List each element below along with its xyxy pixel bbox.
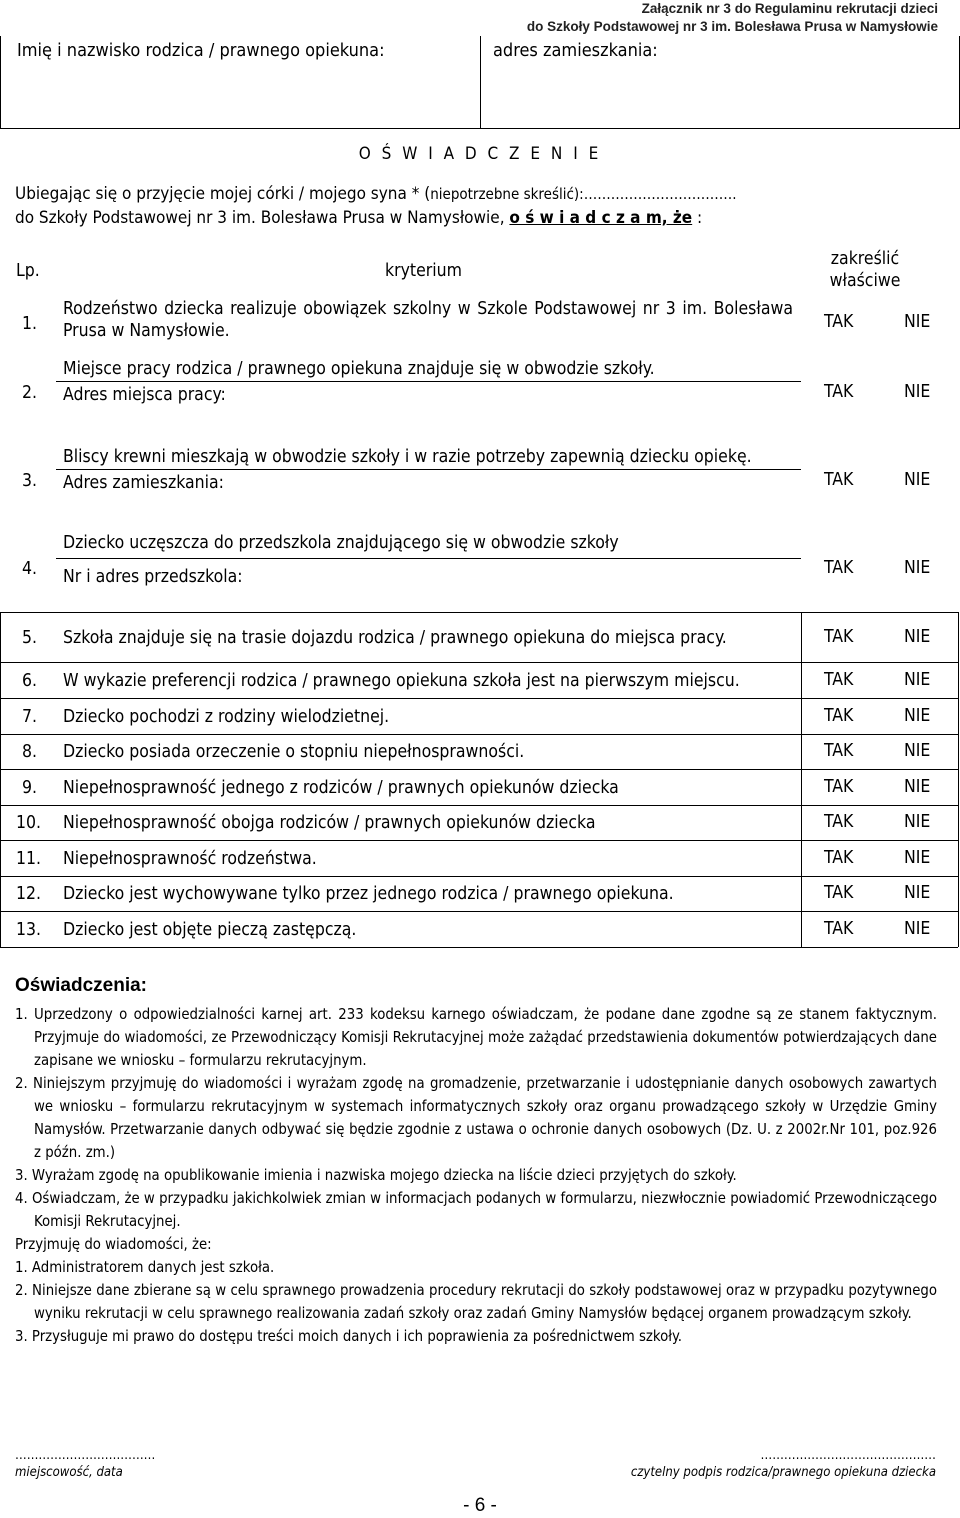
- no-option[interactable]: NIE: [904, 312, 931, 332]
- table-bottom-border: [0, 947, 958, 948]
- row-text: W wykazie preferencji rodzica / prawnego opiekuna szkoła jest na pierwszym miejscu.: [63, 671, 740, 691]
- yes-option[interactable]: TAK: [824, 382, 854, 402]
- acknowledgement-title: Przyjmuję do wiadomości, że:: [15, 1236, 212, 1253]
- row-number: 5.: [22, 628, 38, 648]
- yes-option[interactable]: TAK: [824, 777, 854, 797]
- row-text: Szkoła znajduje się na trasie dojazdu rodzica / prawnego opiekuna do miejsca pracy.: [63, 628, 727, 648]
- no-option[interactable]: NIE: [904, 883, 931, 903]
- row-divider: [0, 911, 958, 912]
- no-option[interactable]: NIE: [904, 812, 931, 832]
- yes-option[interactable]: TAK: [824, 848, 854, 868]
- yes-option[interactable]: TAK: [824, 919, 854, 939]
- row-divider: [0, 698, 958, 699]
- row-text: Dziecko jest objęte pieczą zastępczą.: [63, 920, 357, 940]
- yes-option[interactable]: TAK: [824, 812, 854, 832]
- row-number: 7.: [22, 707, 38, 727]
- yes-option[interactable]: TAK: [824, 312, 854, 332]
- row-text: Bliscy krewni mieszkają w obwodzie szkoły i w razie potrzeby zapewnią dziecku opiekę.: [63, 447, 752, 467]
- page-number: - 6 -: [463, 1495, 497, 1516]
- declaration-item: 1. Uprzedzony o odpowiedzialności karnej art. 233 kodeksu karnego oświadczam, że podane dane zgodne są ze stanem faktycznym. Przyjmuje do wiadomości, ze Przewodniczący Komisji Rekrutacyjnej może zażądać przedstawienia dokumentów potwierdzających dane zapisane we wniosku – formularzu rekrutacyjnym.: [15, 1006, 937, 1069]
- col-mark-line1: zakreślić: [830, 249, 900, 269]
- row-text: Dziecko pochodzi z rodziny wielodzietnej.: [63, 707, 390, 727]
- parent-name-label: Imię i nazwisko rodzica / prawnego opiekuna:: [17, 40, 385, 61]
- row-number: 12.: [16, 884, 42, 904]
- yes-option[interactable]: TAK: [824, 706, 854, 726]
- row-number: 6.: [22, 671, 38, 691]
- intro-text: Ubiegając się o przyjęcie mojej córki / mojego syna * (: [15, 184, 431, 204]
- col-mark-header: [800, 248, 930, 292]
- row-number: 2.: [22, 383, 38, 403]
- yes-option[interactable]: TAK: [824, 670, 854, 690]
- intro-school: do Szkoły Podstawowej nr 3 im. Bolesława Prusa w Namysłowie,: [15, 208, 510, 228]
- row-divider: [0, 876, 958, 877]
- table-right-border: [958, 612, 959, 947]
- col-mark-line2: właściwe: [829, 271, 901, 291]
- place-date-label: miejscowość, data: [15, 1465, 123, 1480]
- acknowledgement-item: 3. Przysługuje mi prawo do dostępu treści moich danych i ich poprawienia za pośrednictwem szkoły.: [15, 1328, 682, 1345]
- intro-dots: …………………………….: [583, 185, 737, 203]
- intro-note: niepotrzebne skreślić):: [430, 185, 584, 203]
- row-subfield-label: Adres miejsca pracy:: [63, 385, 226, 405]
- row-divider: [0, 805, 958, 806]
- row-number: 3.: [22, 471, 38, 491]
- row-divider: [56, 381, 801, 382]
- col-lp-header: Lp.: [16, 261, 40, 281]
- no-option[interactable]: NIE: [904, 670, 931, 690]
- no-option[interactable]: NIE: [904, 919, 931, 939]
- no-option[interactable]: NIE: [904, 470, 931, 490]
- yes-option[interactable]: TAK: [824, 883, 854, 903]
- acknowledgement-item: 1. Administratorem danych jest szkoła.: [15, 1259, 275, 1276]
- no-option[interactable]: NIE: [904, 627, 931, 647]
- row-number: 10.: [16, 813, 42, 833]
- row-number: 9.: [22, 778, 38, 798]
- attachment-note: [527, 0, 938, 36]
- row-divider: [0, 769, 958, 770]
- signature-label: czytelny podpis rodzica/prawnego opiekuna dziecka: [630, 1465, 936, 1480]
- row-text: Dziecko posiada orzeczenie o stopniu niepełnosprawności.: [63, 742, 525, 762]
- declaration-item: 2. Niniejszym przyjmuję do wiadomości i wyrażam zgodę na gromadzenie, przetwarzanie i udostępnianie danych osobowych zawartych we wniosku – formularzu rekrutacyjnym w systemach informatycznych szkoły oraz organu prowadzącego szkoły w Urzędzie Gminy Namysłów. Przetwarzanie danych odbywać się będzie zgodnie z ustawa o ochronie danych osobowych (Dz. U. z 2002r.Nr 101, poz.926 z późn. zm.): [15, 1075, 937, 1161]
- row-divider: [0, 734, 958, 735]
- row-divider: [0, 840, 958, 841]
- row-number: 1.: [22, 314, 38, 334]
- statement-title: O Ś W I A D C Z E N I E: [358, 144, 602, 164]
- row-text: Rodzeństwo dziecka realizuje obowiązek szkolny w Szkole Podstawowej nr 3 im. Bolesława Prusa w Namysłowie.: [63, 299, 793, 341]
- no-option[interactable]: NIE: [904, 706, 931, 726]
- signature-field[interactable]: ………………………………………: [760, 1448, 936, 1463]
- row-number: 8.: [22, 742, 38, 762]
- row-text: Dziecko uczęszcza do przedszkola znajdującego się w obwodzie szkoły: [63, 533, 619, 553]
- no-option[interactable]: NIE: [904, 741, 931, 761]
- row-subfield-label: Nr i adres przedszkola:: [63, 567, 243, 587]
- yes-option[interactable]: TAK: [824, 470, 854, 490]
- place-date-field[interactable]: ………………………………: [15, 1448, 156, 1463]
- no-option[interactable]: NIE: [904, 382, 931, 402]
- row-number: 4.: [22, 559, 38, 579]
- row-divider: [0, 612, 958, 613]
- row-text: Miejsce pracy rodzica / prawnego opiekuna znajduje się w obwodzie szkoły.: [63, 359, 655, 379]
- yes-option[interactable]: TAK: [824, 558, 854, 578]
- row-divider: [0, 662, 958, 663]
- declaration-item: 4. Oświadczam, że w przypadku jakichkolwiek zmian w informacjach podanych w formularzu, niezwłocznie powiadomić Przewodniczącego Komisji Rekrutacyjnej.: [15, 1190, 937, 1230]
- declarations-title: Oświadczenia:: [15, 975, 147, 996]
- intro-declare: o ś w i a d c z a m, że: [509, 208, 693, 228]
- row-divider: [56, 558, 801, 559]
- no-option[interactable]: NIE: [904, 558, 931, 578]
- no-option[interactable]: NIE: [904, 777, 931, 797]
- row-divider: [56, 469, 801, 470]
- row-number: 13.: [16, 920, 42, 940]
- row-text: Niepełnosprawność obojga rodziców / prawnych opiekunów dziecka: [63, 813, 596, 833]
- col-criterion-header: kryterium: [385, 261, 462, 281]
- parent-address-label: adres zamieszkania:: [493, 40, 658, 61]
- row-subfield-label: Adres zamieszkania:: [63, 473, 224, 493]
- row-text: Dziecko jest wychowywane tylko przez jednego rodzica / prawnego opiekuna.: [63, 884, 674, 904]
- row-text: Niepełnosprawność jednego z rodziców / prawnych opiekunów dziecka: [63, 778, 619, 798]
- yes-option[interactable]: TAK: [824, 741, 854, 761]
- parent-box-divider: [480, 36, 481, 129]
- no-option[interactable]: NIE: [904, 848, 931, 868]
- declarations-body: [15, 1003, 937, 1348]
- attachment-note-line1: Załącznik nr 3 do Regulaminu rekrutacji dzieci: [641, 1, 938, 16]
- statement-intro: [15, 182, 737, 230]
- row-number: 11.: [16, 849, 42, 869]
- acknowledgement-item: 2. Niniejsze dane zbierane są w celu sprawnego prowadzenia procedury rekrutacji do szkoły podstawowej oraz w przypadku pozytywnego wyniku rekrutacji w celu sprawnego realizowania zadań szkoły oraz zadań Gminy Namysłów będącej organem prowadzącym szkoły.: [15, 1282, 937, 1322]
- yes-option[interactable]: TAK: [824, 627, 854, 647]
- intro-colon: :: [692, 208, 703, 228]
- row-text: Niepełnosprawność rodzeństwa.: [63, 849, 317, 869]
- attachment-note-line2: do Szkoły Podstawowej nr 3 im. Bolesława Prusa w Namysłowie: [526, 19, 938, 34]
- declaration-item: 3. Wyrażam zgodę na opublikowanie imienia i nazwiska mojego dziecka na liście dzieci przyjętych do szkoły.: [15, 1167, 737, 1184]
